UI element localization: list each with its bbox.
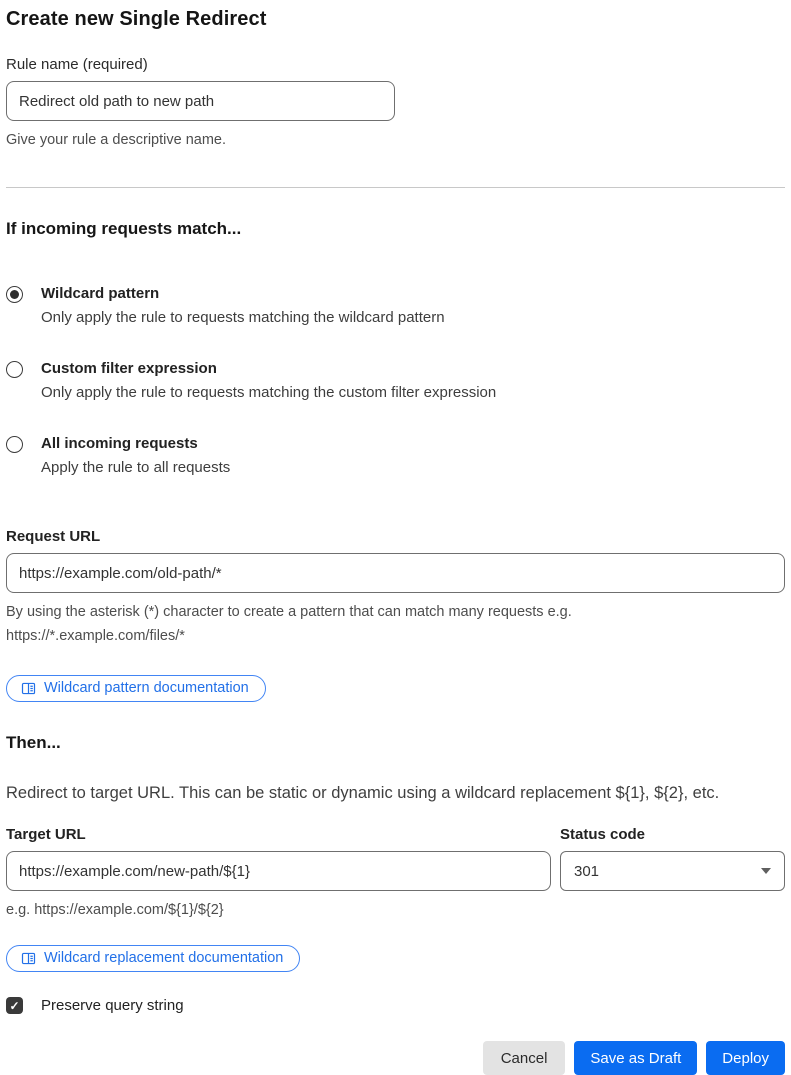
target-url-label: Target URL	[6, 826, 86, 843]
radio-unselected-icon[interactable]	[6, 436, 23, 453]
radio-option-wildcard-pattern[interactable]	[6, 284, 785, 327]
open-book-icon	[21, 951, 36, 966]
doc-button-label: Wildcard pattern documentation	[44, 680, 249, 696]
radio-selected-icon[interactable]	[6, 286, 23, 303]
radio-label: All incoming requests	[41, 435, 198, 452]
request-url-helper-line2: https://*.example.com/files/*	[6, 628, 185, 644]
radio-description: Only apply the rule to requests matching the wildcard pattern	[41, 309, 445, 326]
save-as-draft-button[interactable]: Save as Draft	[574, 1041, 697, 1075]
cancel-button[interactable]: Cancel	[483, 1041, 566, 1075]
status-code-select[interactable]	[560, 851, 785, 891]
request-url-helper-line1: By using the asterisk (*) character to create a pattern that can match many requests e.g.	[6, 604, 572, 620]
checkbox-checked-icon[interactable]	[6, 997, 23, 1014]
radio-label: Custom filter expression	[41, 360, 217, 377]
open-book-icon	[21, 681, 36, 696]
status-code-label: Status code	[560, 826, 646, 843]
section-divider	[6, 187, 785, 188]
request-url-input[interactable]	[6, 553, 785, 593]
match-section-heading: If incoming requests match...	[6, 219, 242, 238]
redirect-description: Redirect to target URL. This can be static or dynamic using a wildcard replacement ${1}, ${2}, etc.	[6, 784, 720, 802]
request-url-label: Request URL	[6, 528, 101, 545]
wildcard-replacement-docs-button[interactable]	[6, 945, 300, 972]
chevron-down-icon	[761, 868, 771, 874]
target-url-input[interactable]	[6, 851, 551, 891]
radio-description: Apply the rule to all requests	[41, 459, 231, 476]
then-section-heading: Then...	[6, 733, 61, 752]
page-title: Create new Single Redirect	[6, 8, 267, 30]
radio-option-all-requests[interactable]	[6, 434, 785, 477]
target-url-helper: e.g. https://example.com/${1}/${2}	[6, 902, 224, 918]
preserve-query-label: Preserve query string	[41, 997, 184, 1014]
form-actions	[6, 1041, 785, 1075]
doc-button-label: Wildcard replacement documentation	[44, 950, 284, 966]
radio-description: Only apply the rule to requests matching the custom filter expression	[41, 384, 497, 401]
deploy-button[interactable]: Deploy	[706, 1041, 785, 1075]
preserve-query-row	[6, 997, 785, 1014]
radio-label: Wildcard pattern	[41, 285, 160, 302]
wildcard-pattern-docs-button[interactable]	[6, 675, 266, 702]
rule-name-input[interactable]	[6, 81, 395, 121]
request-url-helper	[6, 600, 785, 648]
radio-option-custom-filter[interactable]	[6, 359, 785, 402]
rule-name-label: Rule name (required)	[6, 56, 148, 73]
status-code-value: 301	[574, 862, 600, 880]
rule-name-helper: Give your rule a descriptive name.	[6, 132, 227, 148]
radio-unselected-icon[interactable]	[6, 361, 23, 378]
